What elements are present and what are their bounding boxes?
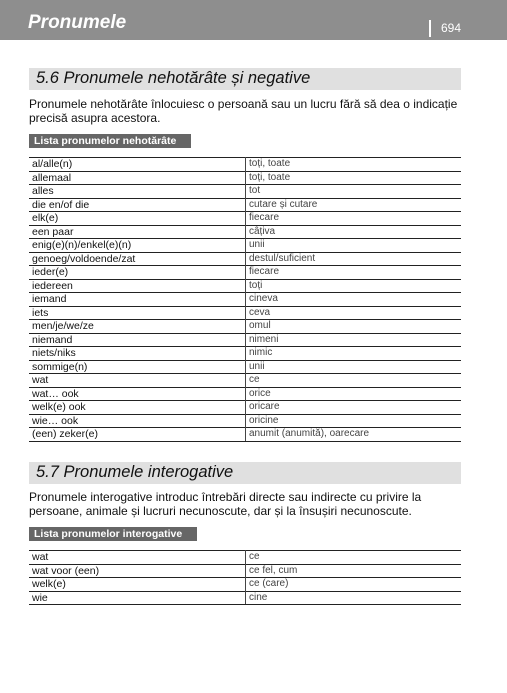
table-row <box>29 551 461 565</box>
section-intro-paragraph <box>29 490 459 518</box>
dutch-pronoun-cell: wie <box>29 591 246 605</box>
dutch-pronoun-cell: ieder(e) <box>29 266 246 280</box>
romanian-translation-cell: omul <box>246 320 462 334</box>
table-row <box>29 225 461 239</box>
romanian-translation-cell: oricine <box>246 414 462 428</box>
dutch-pronoun-cell: wie… ook <box>29 414 246 428</box>
romanian-translation-cell: toți, toate <box>246 171 462 185</box>
romanian-translation-cell: ce <box>246 551 462 565</box>
dutch-pronoun-cell: men/je/we/ze <box>29 320 246 334</box>
table-row <box>29 401 461 415</box>
list-label: Lista pronumelor interogative <box>34 528 183 540</box>
table-row <box>29 252 461 266</box>
dutch-pronoun-cell: een paar <box>29 225 246 239</box>
romanian-translation-cell: fiecare <box>246 266 462 280</box>
table-row <box>29 293 461 307</box>
romanian-translation-cell: ceva <box>246 306 462 320</box>
table-row <box>29 347 461 361</box>
romanian-translation-cell: ce fel, cum <box>246 564 462 578</box>
dutch-pronoun-cell: welk(e) <box>29 578 246 592</box>
dutch-pronoun-cell: enig(e)(n)/enkel(e)(n) <box>29 239 246 253</box>
table-row <box>29 428 461 442</box>
table-row <box>29 239 461 253</box>
dutch-pronoun-cell: niets/niks <box>29 347 246 361</box>
romanian-translation-cell: fiecare <box>246 212 462 226</box>
section-heading-5-7 <box>29 462 461 484</box>
romanian-translation-cell: nimeni <box>246 333 462 347</box>
dutch-pronoun-cell: sommige(n) <box>29 360 246 374</box>
table-row <box>29 185 461 199</box>
dutch-pronoun-cell: genoeg/voldoende/zat <box>29 252 246 266</box>
dutch-pronoun-cell: die en/of die <box>29 198 246 212</box>
list-label: Lista pronumelor nehotărâte <box>34 135 177 147</box>
table-row <box>29 266 461 280</box>
list-label-bar <box>29 527 197 541</box>
paragraph-line: Pronumele interogative introduc întrebări directe sau indirecte cu privire la <box>29 490 422 504</box>
romanian-translation-cell: cineva <box>246 293 462 307</box>
table-row <box>29 591 461 605</box>
indefinite-pronouns-table <box>29 157 461 442</box>
dutch-pronoun-cell: iets <box>29 306 246 320</box>
paragraph-line: precisă asupra acestora. <box>29 111 161 125</box>
table-row <box>29 333 461 347</box>
section-heading-5-6 <box>29 68 461 90</box>
dutch-pronoun-cell: elk(e) <box>29 212 246 226</box>
dutch-pronoun-cell: niemand <box>29 333 246 347</box>
dutch-pronoun-cell: iedereen <box>29 279 246 293</box>
page-header <box>0 0 507 40</box>
dutch-pronoun-cell: allemaal <box>29 171 246 185</box>
list-label-bar <box>29 134 191 148</box>
table-row <box>29 306 461 320</box>
dutch-pronoun-cell: (een) zeker(e) <box>29 428 246 442</box>
dutch-pronoun-cell: al/alle(n) <box>29 158 246 172</box>
table-row <box>29 212 461 226</box>
table-row <box>29 387 461 401</box>
dutch-pronoun-cell: wat <box>29 374 246 388</box>
dutch-pronoun-cell: alles <box>29 185 246 199</box>
table-row <box>29 360 461 374</box>
interrogative-pronouns-table <box>29 550 461 605</box>
dutch-pronoun-cell: welk(e) ook <box>29 401 246 415</box>
romanian-translation-cell: nimic <box>246 347 462 361</box>
dutch-pronoun-cell: wat voor (een) <box>29 564 246 578</box>
romanian-translation-cell: toți <box>246 279 462 293</box>
header-divider <box>429 20 431 37</box>
romanian-translation-cell: ce (care) <box>246 578 462 592</box>
paragraph-line: Pronumele nehotărâte înlocuiesc o persoană sau un lucru fără să dea o indicație <box>29 97 458 111</box>
table-row <box>29 198 461 212</box>
romanian-translation-cell: ce <box>246 374 462 388</box>
table-row <box>29 279 461 293</box>
romanian-translation-cell: câțiva <box>246 225 462 239</box>
romanian-translation-cell: unii <box>246 239 462 253</box>
romanian-translation-cell: oricare <box>246 401 462 415</box>
table-row <box>29 320 461 334</box>
section-title: 5.6 Pronumele nehotărâte și negative <box>36 69 311 87</box>
paragraph-line: persoane, animale și lucruri necunoscute, dar și la însușiri necunoscute. <box>29 504 412 518</box>
dutch-pronoun-cell: iemand <box>29 293 246 307</box>
table-row <box>29 564 461 578</box>
page-number: 694 <box>441 21 462 35</box>
romanian-translation-cell: orice <box>246 387 462 401</box>
romanian-translation-cell: tot <box>246 185 462 199</box>
table-row <box>29 158 461 172</box>
romanian-translation-cell: unii <box>246 360 462 374</box>
dutch-pronoun-cell: wat… ook <box>29 387 246 401</box>
romanian-translation-cell: cine <box>246 591 462 605</box>
chapter-title: Pronumele <box>28 12 127 33</box>
table-row <box>29 414 461 428</box>
romanian-translation-cell: cutare și cutare <box>246 198 462 212</box>
dutch-pronoun-cell: wat <box>29 551 246 565</box>
romanian-translation-cell: toți, toate <box>246 158 462 172</box>
romanian-translation-cell: anumit (anumită), oarecare <box>246 428 462 442</box>
section-title: 5.7 Pronumele interogative <box>36 463 234 481</box>
table-row <box>29 578 461 592</box>
romanian-translation-cell: destul/suficient <box>246 252 462 266</box>
section-intro-paragraph <box>29 97 459 125</box>
table-row <box>29 374 461 388</box>
table-row <box>29 171 461 185</box>
